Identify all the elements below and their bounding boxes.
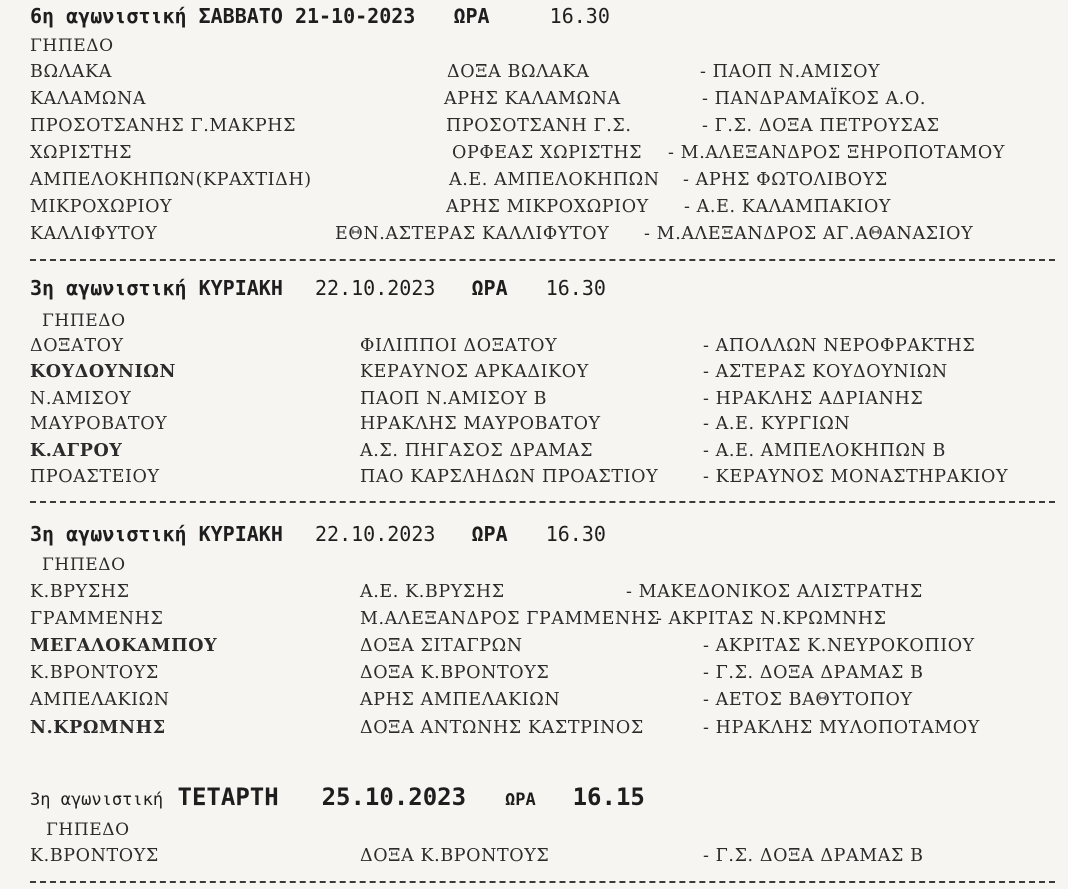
home-team: ΔΟΞΑ Κ.ΒΡΟΝΤΟΥΣ — [360, 846, 550, 866]
home-team: ΑΡΗΣ ΑΜΠΕΛΑΚΙΩΝ — [360, 690, 561, 710]
date-label: 25.10.2023 — [321, 783, 467, 811]
match-row — [0, 846, 1068, 872]
day-label: ΚΥΡΙΑΚΗ — [198, 276, 283, 300]
home-team: ΦΙΛΙΠΠΟΙ ΔΟΞΑΤΟΥ — [360, 336, 558, 356]
away-team: - Α.Ε. ΚΑΛΑΜΠΑΚΙΟΥ — [684, 197, 892, 217]
match-row — [0, 414, 1068, 440]
away-team: - ΠΑΟΠ Ν.ΑΜΙΣΟΥ — [700, 62, 881, 82]
away-team: - Α.Ε. ΚΥΡΓΙΩΝ — [703, 414, 851, 434]
away-team: - ΑΡΗΣ ΦΩΤΟΛΙΒΟΥΣ — [683, 170, 888, 190]
match-row — [0, 609, 1068, 635]
away-team: - Γ.Σ. ΔΟΞΑ ΔΡΑΜΑΣ Β — [703, 846, 924, 866]
venue: ΚΟΥΔΟΥΝΙΩΝ — [30, 362, 177, 382]
home-team: ΗΡΑΚΛΗΣ ΜΑΥΡΟΒΑΤΟΥ — [360, 414, 601, 434]
day-label: ΤΕΤΑΡΤΗ — [177, 783, 279, 811]
match-row — [0, 336, 1068, 362]
time-value: 16.15 — [572, 783, 645, 811]
home-team: ΔΟΞΑ ΒΩΛΑΚΑ — [447, 62, 590, 82]
time-label: ΩΡΑ — [471, 276, 508, 300]
match-row — [0, 690, 1068, 716]
home-team: Α.Ε. Κ.ΒΡΥΣΗΣ — [360, 582, 505, 602]
match-row — [0, 467, 1068, 493]
venue: ΔΟΞΑΤΟΥ — [30, 336, 124, 356]
away-team: - ΠΑΝΔΡΑΜΑΪΚΟΣ Α.Ο. — [702, 89, 927, 109]
time-value: 16.30 — [545, 522, 606, 546]
section-header — [30, 4, 610, 28]
section-header — [30, 783, 645, 811]
away-team: - ΗΡΑΚΛΗΣ ΑΔΡΙΑΝΗΣ — [703, 389, 924, 409]
away-team: - ΚΕΡΑΥΝΟΣ ΜΟΝΑΣΤΗΡΑΚΙΟΥ — [703, 467, 1009, 487]
date-label: 21-10-2023 — [294, 4, 416, 28]
round-label: 3η αγωνιστική — [30, 522, 187, 546]
away-team: - ΗΡΑΚΛΗΣ ΜΥΛΟΠΟΤΑΜΟΥ — [703, 718, 980, 738]
home-team: ΠΑΟΠ Ν.ΑΜΙΣΟΥ Β — [360, 389, 548, 409]
venue: ΜΕΓΑΛΟΚΑΜΠΟΥ — [30, 636, 218, 656]
date-label: 22.10.2023 — [314, 276, 436, 300]
match-row — [0, 389, 1068, 415]
dashed-divider — [30, 501, 1055, 503]
home-team: ΔΟΞΑ ΣΙΤΑΓΡΩΝ — [360, 636, 523, 656]
away-team: - Γ.Σ. ΔΟΞΑ ΔΡΑΜΑΣ Β — [703, 663, 924, 683]
venue: ΜΑΥΡΟΒΑΤΟΥ — [30, 414, 168, 434]
away-team: - ΑΣΤΕΡΑΣ ΚΟΥΔΟΥΝΙΩΝ — [703, 362, 948, 382]
home-team: Μ.ΑΛΕΞΑΝΔΡΟΣ ΓΡΑΜΜΕΝΗΣ — [360, 609, 660, 629]
day-label: ΣΑΒΒΑΤΟ — [198, 4, 283, 28]
time-label: ΩΡΑ — [453, 4, 490, 28]
home-team: ΟΡΦΕΑΣ ΧΩΡΙΣΤΗΣ — [452, 143, 643, 163]
venue-header: ΓΗΠΕΔΟ — [46, 820, 130, 840]
match-row — [0, 89, 1068, 115]
match-row — [0, 143, 1068, 169]
away-team: - ΜΑΚΕΔΟΝΙΚΟΣ ΑΛΙΣΤΡΑΤΗΣ — [626, 582, 923, 602]
home-team: ΠΑΟ ΚΑΡΣΛΗΔΩΝ ΠΡΟΑΣΤΙΟΥ — [360, 467, 659, 487]
venue: Ν.ΑΜΙΣΟΥ — [30, 389, 132, 409]
away-team: - ΑΚΡΙΤΑΣ Κ.ΝΕΥΡΟΚΟΠΙΟΥ — [703, 636, 975, 656]
time-label: ΩΡΑ — [471, 522, 508, 546]
home-team: ΔΟΞΑ ΑΝΤΩΝΗΣ ΚΑΣΤΡΙΝΟΣ — [360, 718, 644, 738]
venue-header: ΓΗΠΕΔΟ — [30, 36, 114, 56]
venue-header: ΓΗΠΕΔΟ — [42, 311, 126, 331]
home-team: Α.Ε. ΑΜΠΕΛΟΚΗΠΩΝ — [449, 170, 660, 190]
match-row — [0, 170, 1068, 196]
time-label: ΩΡΑ — [504, 790, 536, 810]
venue: ΜΙΚΡΟΧΩΡΙΟΥ — [30, 197, 173, 217]
section-header — [30, 522, 606, 546]
round-label: 6η αγωνιστική — [30, 4, 187, 28]
match-row — [0, 362, 1068, 388]
round-label: 3η αγωνιστική — [30, 276, 187, 300]
dashed-divider — [30, 259, 1055, 261]
date-label: 22.10.2023 — [314, 522, 436, 546]
away-team: - Μ.ΑΛΕΞΑΝΔΡΟΣ ΑΓ.ΑΘΑΝΑΣΙΟΥ — [644, 224, 974, 244]
away-team: - ΑΕΤΟΣ ΒΑΘΥΤΟΠΟΥ — [703, 690, 913, 710]
home-team: Α.Σ. ΠΗΓΑΣΟΣ ΔΡΑΜΑΣ — [360, 441, 594, 461]
venue: Κ.ΒΡΥΣΗΣ — [30, 582, 130, 602]
time-value: 16.30 — [545, 276, 606, 300]
match-row — [0, 197, 1068, 223]
match-row — [0, 636, 1068, 662]
venue: ΚΑΛΛΙΦΥΤΟΥ — [30, 224, 158, 244]
venue: Ν.ΚΡΩΜΝΗΣ — [30, 718, 166, 738]
dashed-divider — [30, 881, 1055, 883]
away-team: - Α.Ε. ΑΜΠΕΛΟΚΗΠΩΝ Β — [703, 441, 946, 461]
away-team: - ΑΚΡΙΤΑΣ Ν.ΚΡΩΜΝΗΣ — [656, 609, 887, 629]
away-team: - ΑΠΟΛΛΩΝ ΝΕΡΟΦΡΑΚΤΗΣ — [703, 336, 976, 356]
match-row — [0, 718, 1068, 744]
venue: Κ.ΒΡΟΝΤΟΥΣ — [30, 663, 159, 683]
home-team: ΔΟΞΑ Κ.ΒΡΟΝΤΟΥΣ — [360, 663, 550, 683]
time-value: 16.30 — [549, 4, 610, 28]
day-label: ΚΥΡΙΑΚΗ — [198, 522, 283, 546]
home-team: ΑΡΗΣ ΚΑΛΑΜΩΝΑ — [444, 89, 621, 109]
venue: ΠΡΟΑΣΤΕΙΟΥ — [30, 467, 160, 487]
match-row — [0, 224, 1068, 250]
venue: ΑΜΠΕΛΑΚΙΩΝ — [30, 690, 170, 710]
venue-header: ΓΗΠΕΔΟ — [42, 555, 126, 575]
match-row — [0, 441, 1068, 467]
home-team: ΚΕΡΑΥΝΟΣ ΑΡΚΑΔΙΚΟΥ — [360, 362, 589, 382]
venue: ΚΑΛΑΜΩΝΑ — [30, 89, 147, 109]
round-label: 3η αγωνιστική — [30, 790, 164, 810]
venue: ΓΡΑΜΜΕΝΗΣ — [30, 609, 164, 629]
away-team: - Γ.Σ. ΔΟΞΑ ΠΕΤΡΟΥΣΑΣ — [702, 116, 940, 136]
venue: Κ.ΑΓΡΟΥ — [30, 441, 123, 461]
match-row — [0, 663, 1068, 689]
match-row — [0, 62, 1068, 88]
venue: ΠΡΟΣΟΤΣΑΝΗΣ Γ.ΜΑΚΡΗΣ — [30, 116, 297, 136]
section-header — [30, 276, 606, 300]
home-team: ΑΡΗΣ ΜΙΚΡΟΧΩΡΙΟΥ — [446, 197, 649, 217]
venue: Κ.ΒΡΟΝΤΟΥΣ — [30, 846, 159, 866]
home-team: ΕΘΝ.ΑΣΤΕΡΑΣ ΚΑΛΛΙΦΥΤΟΥ — [335, 224, 610, 244]
match-row — [0, 116, 1068, 142]
venue: ΧΩΡΙΣΤΗΣ — [30, 143, 133, 163]
venue: ΑΜΠΕΛΟΚΗΠΩΝ(ΚΡΑΧΤΙΔΗ) — [30, 170, 312, 190]
venue: ΒΩΛΑΚΑ — [30, 62, 112, 82]
home-team: ΠΡΟΣΟΤΣΑΝΗ Γ.Σ. — [446, 116, 632, 136]
away-team: - Μ.ΑΛΕΞΑΝΔΡΟΣ ΞΗΡΟΠΟΤΑΜΟΥ — [668, 143, 1005, 163]
match-row — [0, 582, 1068, 608]
